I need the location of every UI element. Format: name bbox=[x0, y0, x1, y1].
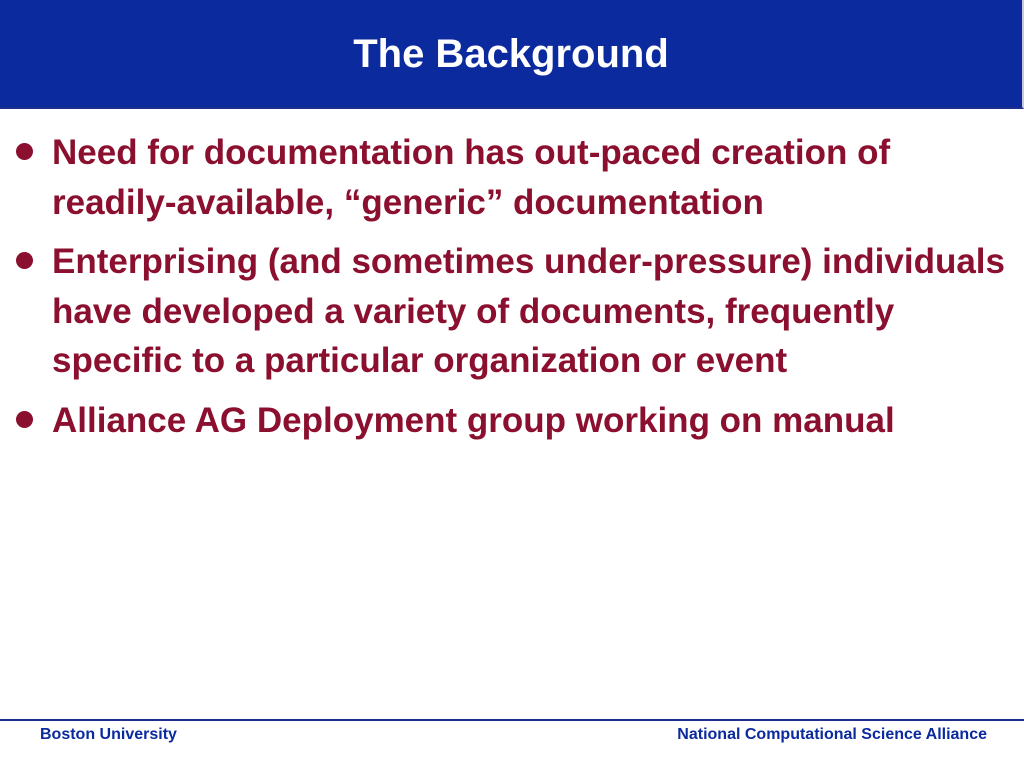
bullet-text: Need for documentation has out-paced creation of readily-available, “generic” documentation bbox=[52, 133, 891, 222]
footer-divider bbox=[0, 719, 1024, 721]
bullet-text: Enterprising (and sometimes under-pressure) individuals have developed a variety of documents, frequently specific to a particular organization or event bbox=[52, 242, 1005, 380]
slide-title: The Background bbox=[353, 32, 669, 76]
bullet-item bbox=[0, 128, 1010, 227]
bullet-dot-icon bbox=[16, 143, 33, 160]
bullet-item bbox=[0, 237, 1010, 386]
bullet-dot-icon bbox=[16, 411, 33, 428]
footer-right-text: National Computational Science Alliance bbox=[677, 726, 987, 743]
footer-left-text: Boston University bbox=[40, 726, 177, 743]
bullet-list bbox=[0, 128, 1010, 455]
title-bar bbox=[0, 0, 1024, 109]
bullet-item bbox=[0, 396, 1010, 446]
bullet-dot-icon bbox=[16, 252, 33, 269]
bullet-text: Alliance AG Deployment group working on manual bbox=[52, 400, 895, 440]
